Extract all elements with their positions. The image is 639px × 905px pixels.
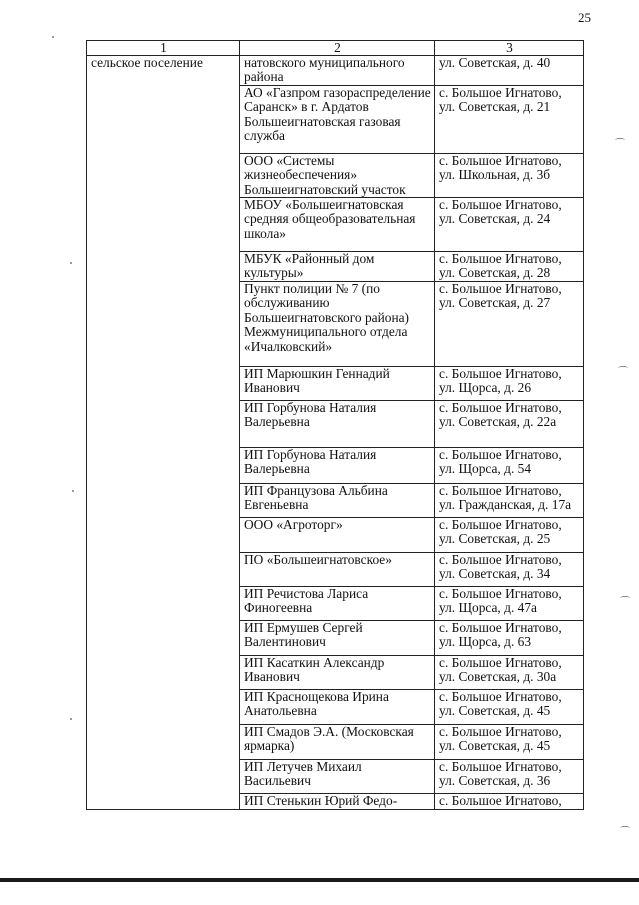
address-cell: с. Большое Игнатово, ул. Щорса, д. 26 [435, 367, 584, 401]
address-cell: с. Большое Игнатово, ул. Советская, д. 25 [435, 518, 584, 553]
address-cell: ул. Советская, д. 40 [435, 56, 584, 86]
organization-cell: АО «Газпром газораспределение Саранск» в г. Ардатов Большеигнатовская газовая служба [240, 85, 435, 153]
organization-cell: натовского муниципального района [240, 56, 435, 86]
address-cell: с. Большое Игнатово, ул. Советская, д. 24 [435, 198, 584, 252]
address-cell: с. Большое Игнатово, ул. Щорса, д. 63 [435, 621, 584, 656]
scan-dot [70, 718, 72, 720]
scan-mark: ⌒ [618, 367, 628, 378]
header-row [87, 41, 584, 56]
column-header: 3 [435, 41, 584, 56]
scan-mark: ⌒ [615, 139, 625, 150]
address-cell: с. Большое Игнатово, ул. Щорса, д. 54 [435, 448, 584, 484]
scan-mark: ⌒ [620, 827, 630, 838]
organization-cell: ИП Касаткин Александр Иванович [240, 656, 435, 690]
organization-cell: ИП Марюшкин Геннадий Иванович [240, 367, 435, 401]
address-cell: с. Большое Игнатово, ул. Щорса, д. 47а [435, 587, 584, 621]
address-cell: с. Большое Игнатово, ул. Советская, д. 22а [435, 401, 584, 448]
settlement-cell: сельское поселение [87, 56, 240, 810]
scan-dot [72, 490, 74, 492]
organization-cell: ООО «Агроторг» [240, 518, 435, 553]
address-cell: с. Большое Игнатово, ул. Советская, д. 45 [435, 690, 584, 725]
address-cell: с. Большое Игнатово, ул. Советская, д. 30а [435, 656, 584, 690]
organization-cell: ИП Стенькин Юрий Федо- [240, 794, 435, 810]
organization-cell: ООО «Системы жизнеобеспечения» Большеигнатовский участок [240, 153, 435, 197]
organization-cell: Пункт полиции № 7 (по обслуживанию Большеигнатовского района) Межмуниципального отдела «Ичалковский» [240, 282, 435, 367]
organization-cell: МБУК «Районный дом культуры» [240, 252, 435, 282]
scan-dot [70, 262, 72, 264]
document-table [86, 40, 584, 810]
organization-cell: ИП Летучев Михаил Васильевич [240, 760, 435, 794]
address-cell: с. Большое Игнатово, ул. Советская, д. 45 [435, 725, 584, 760]
organization-cell: ИП Французова Альбина Евгеньевна [240, 484, 435, 518]
table-body [87, 56, 584, 810]
organization-cell: ИП Горбунова Наталия Валерьевна [240, 401, 435, 448]
organization-cell: МБОУ «Большеигнатовская средняя общеобразовательная школа» [240, 198, 435, 252]
address-cell: с. Большое Игнатово, [435, 794, 584, 810]
organization-cell: ИП Краснощекова Ирина Анатольевна [240, 690, 435, 725]
organization-cell: ИП Ермушев Сергей Валентинович [240, 621, 435, 656]
address-cell: с. Большое Игнатово, ул. Советская, д. 27 [435, 282, 584, 367]
address-cell: с. Большое Игнатово, ул. Советская, д. 36 [435, 760, 584, 794]
organization-cell: ИП Смадов Э.А. (Московская ярмарка) [240, 725, 435, 760]
organization-cell: ИП Горбунова Наталия Валерьевна [240, 448, 435, 484]
organization-cell: ИП Речистова Лариса Финогеевна [240, 587, 435, 621]
column-header: 2 [240, 41, 435, 56]
organization-cell: ПО «Большеигнатовское» [240, 553, 435, 587]
column-header: 1 [87, 41, 240, 56]
page-number: 25 [578, 10, 591, 25]
address-cell: с. Большое Игнатово, ул. Советская, д. 34 [435, 553, 584, 587]
scan-mark: ⌒ [620, 597, 630, 608]
table-row [87, 56, 584, 86]
address-cell: с. Большое Игнатово, ул. Школьная, д. 3б [435, 153, 584, 197]
address-cell: с. Большое Игнатово, ул. Советская, д. 28 [435, 252, 584, 282]
address-cell: с. Большое Игнатово, ул. Советская, д. 21 [435, 85, 584, 153]
scan-dot [52, 36, 54, 38]
bottom-rule [0, 878, 639, 882]
address-cell: с. Большое Игнатово, ул. Гражданская, д. 17а [435, 484, 584, 518]
